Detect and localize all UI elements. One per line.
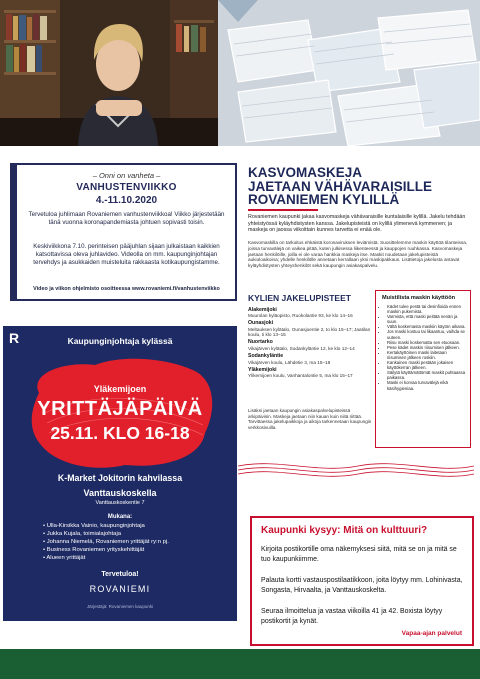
mask-tips-box (375, 290, 471, 448)
participant-item: • Business Rovaniemen yrityskehittäjät (43, 546, 227, 554)
headline-rule (248, 209, 318, 211)
seniors-week-event: Keskiviikkona 7.10. perinteisen pääjuhlan sijaan julkaistaan kaikkien katsottavissa oleva juhlavideo. Videolla on mm. kaupunginjohtajan tervehdys ja asukkaiden muisteluita rakkaasta kotikaupungistamme. (33, 243, 220, 266)
poster-venue: K-Market Jokitorin kahvilassa (57, 473, 183, 483)
seniors-week-title: VANHUSTENVIIKKO (76, 182, 177, 193)
poster-address: Vanttauskoskentie 7 (95, 500, 145, 506)
poster-organizer: Järjestäjä: Rovaniemen kaupunki (86, 604, 154, 609)
seniors-week-dates: 4.-11.10.2020 (95, 195, 158, 206)
masks-body-paragraph: Kasvomaskilla on tarkoitus ehkäistä koronaviruksen leviämistä. Suosittelemme maskin käyttöä tilanteissa, joissa turvavälejä on vaikea pitää, kuten julkisessa liikenteessä ja kauppojen ruuhkassa. Kasvomaskeja jaetaan henkilöille, joilla ei ole varaa hankkia maskeja itse. Maskit noudetaan jakelupisteistä aukioloaikoina; yhdelle henkilölle annetaan kerrallaan yksi maskipakkaus. Lisätietoja jakelusta antavat kyläyhdistysten yhteyshenkilöt sekä kaupungin asiakaspalvelu. (248, 240, 468, 269)
portrait-photo (0, 0, 218, 146)
masks-headline-line: JAETAAN VÄHÄVARAISILLE (248, 178, 433, 194)
mask-tip: • Varmista, että maski peittää nenän ja suun. (387, 314, 466, 324)
masks-headline-line: ROVANIEMEN KYLILLÄ (248, 192, 400, 207)
distribution-points-list (248, 305, 372, 379)
distribution-area-details: Vikajärven koulu, Lähdetie 3, ma 15–18 (248, 359, 331, 365)
distribution-area-details: Muurolan kyläopisto, Ruokolantie 93, ke klo 14–16 (248, 313, 353, 319)
mask-tips-title: Muistilista maskin käyttöön (382, 295, 456, 301)
decorative-wave-lines (238, 456, 474, 482)
mask-tip: • Kädet tulee pestä tai desinfioida ennen maskin pukemista. (387, 304, 466, 314)
seniors-week-welcome: Tervetuloa juhlimaan Rovaniemen vanhustenviikkoa! Viikko järjestetään tänä vuonna koronapandemiasta johtuen sopivasti toisin. (28, 211, 225, 226)
distribution-points-title: KYLIEN JAKELUPISTEET (248, 293, 351, 303)
footer-bar (0, 649, 480, 679)
poster-headline: YRITTÄJÄPÄIVÄ (37, 398, 203, 420)
mask-tip: • Kankainen maski pestään jokaisen käyttökerran jälkeen. (387, 360, 466, 370)
poster-welcome: Tervetuloa! (101, 571, 139, 578)
mask-tip: • Maski ei korvaa turvavälejä eikä käsihygieniaa. (387, 380, 466, 390)
face-masks-photo (218, 0, 480, 146)
participant-item: • Johanna Niemelä, Rovaniemen yrittäjät ry:n pj. (43, 538, 227, 546)
mask-tip: • Pese kädet maskin riisumisen jälkeen. (387, 345, 466, 350)
distribution-area-heading: Alakemijoki (248, 306, 277, 313)
masks-headline (248, 166, 470, 207)
mask-tip: • Säilytä käyttämättömät maskit puhtaassa paikassa. (387, 370, 466, 380)
poster-participants-label: Mukana: (107, 514, 133, 520)
distribution-area-details: Vikajärven kylätalo, Sodankyläntie 12, ke klo 12–14 (248, 346, 355, 352)
participant-item: • Jukka Kujala, toimialajohtaja (43, 530, 227, 538)
portrait-illustration (0, 0, 218, 146)
masks-illustration (218, 0, 480, 146)
seniors-week-notice (10, 163, 237, 301)
notice-accent-strip (12, 165, 17, 299)
seniors-week-kicker: – Onni on vanheta – (92, 171, 161, 180)
poster-date-time: 25.11. KLO 16-18 (50, 423, 190, 443)
participant-item: • Ulla-Kirsikka Vainio, kaupunginjohtaja (43, 522, 227, 530)
mask-tip: • Vältä koskemasta maskiin käytön aikana. (387, 324, 466, 329)
poster-participants-list (43, 522, 227, 562)
poster-region: Yläkemijoen (93, 384, 147, 394)
poster-kicker: Kaupunginjohtaja kylässä (67, 336, 173, 346)
poster-place: Vanttauskoskella (83, 488, 157, 498)
participant-item: • Alueen yrittäjät (43, 554, 227, 562)
masks-headline-line: KASVOMASKEJA (248, 165, 363, 180)
distribution-area-heading: Yläkemijoki (248, 366, 277, 373)
entrepreneur-day-poster (3, 326, 237, 621)
masks-lead-paragraph: Rovaniemen kaupunki jakaa kasvomaskeja vähävaraisille kuntalaisille kylillä. Jakelu tehdään yhteistyössä kyläyhdistysten kanssa. Jakelupisteistä on kylillä ylimenevä kymmenen; ja maskeja on jaossa viikoittain kunnes tarvetta ei enää ole. (248, 214, 466, 234)
mask-tip: • Riisu maski koskematta sen etuosaan. (387, 340, 466, 345)
distribution-area-heading: Ounasjoki (248, 320, 274, 327)
rovaniemi-logo-icon: R (9, 330, 20, 346)
rovaniemi-wordmark: ROVANIEMI (89, 584, 151, 594)
distribution-points-footer: Lisäksi jaetaan kaupungin asiakaspalvelupisteissä arkipäivisin. Maskeja jaetaan niin kauan kuin niitä riittää. Tarvittaessa jakelupaikkoja ja aikoja tarkennetaan kaupungin verkkosivuilla. (248, 408, 372, 430)
culture-question-box (250, 516, 474, 646)
distribution-area-heading: Sodankyläntie (248, 353, 284, 360)
seniors-week-video-link[interactable]: Video ja viikon ohjelmisto osoitteessa www.rovaniemi.fi/vanhustenviikko (33, 286, 220, 292)
culture-paragraph: Kirjoita postikortille oma näkemyksesi siitä, mitä se on ja mitä se tuo kaupunkiimme. (261, 546, 457, 563)
culture-paragraph: Seuraa ilmoittelua ja vastaa viikoilla 41 ja 42. Boxista löytyy postikortit ja kynät. (261, 608, 443, 625)
culture-signature: Vapaa-ajan palvelut (401, 630, 462, 637)
distribution-area-details: Ylikemijoen koulu, Vanhantalontie 5, ma klo 15–17 (248, 373, 353, 379)
distribution-area-details: Meltauksen kylätalo, Ounasjoentie 2, to klo 15–17; Jaatilan koulu, ti klo 13–15 (248, 326, 371, 338)
mask-tips-list (380, 304, 466, 391)
culture-paragraph: Palauta kortti vastauspostilaatikkoon, joita löytyy mm. Lohinivasta, Songasta, Hirvaalta, ja Vanttauskoskelta. (261, 577, 463, 594)
distribution-area-heading: Nuortarko (248, 339, 273, 346)
mask-tip: • Kertakäyttöinen maski laitetaan riisumisen jälkeen roskiin. (387, 350, 466, 360)
mask-tip: • Jos maski kostuu tai likaantuu, vaihda se uuteen. (387, 329, 466, 339)
culture-title: Kaupunki kysyy: Mitä on kulttuuri? (261, 525, 428, 536)
